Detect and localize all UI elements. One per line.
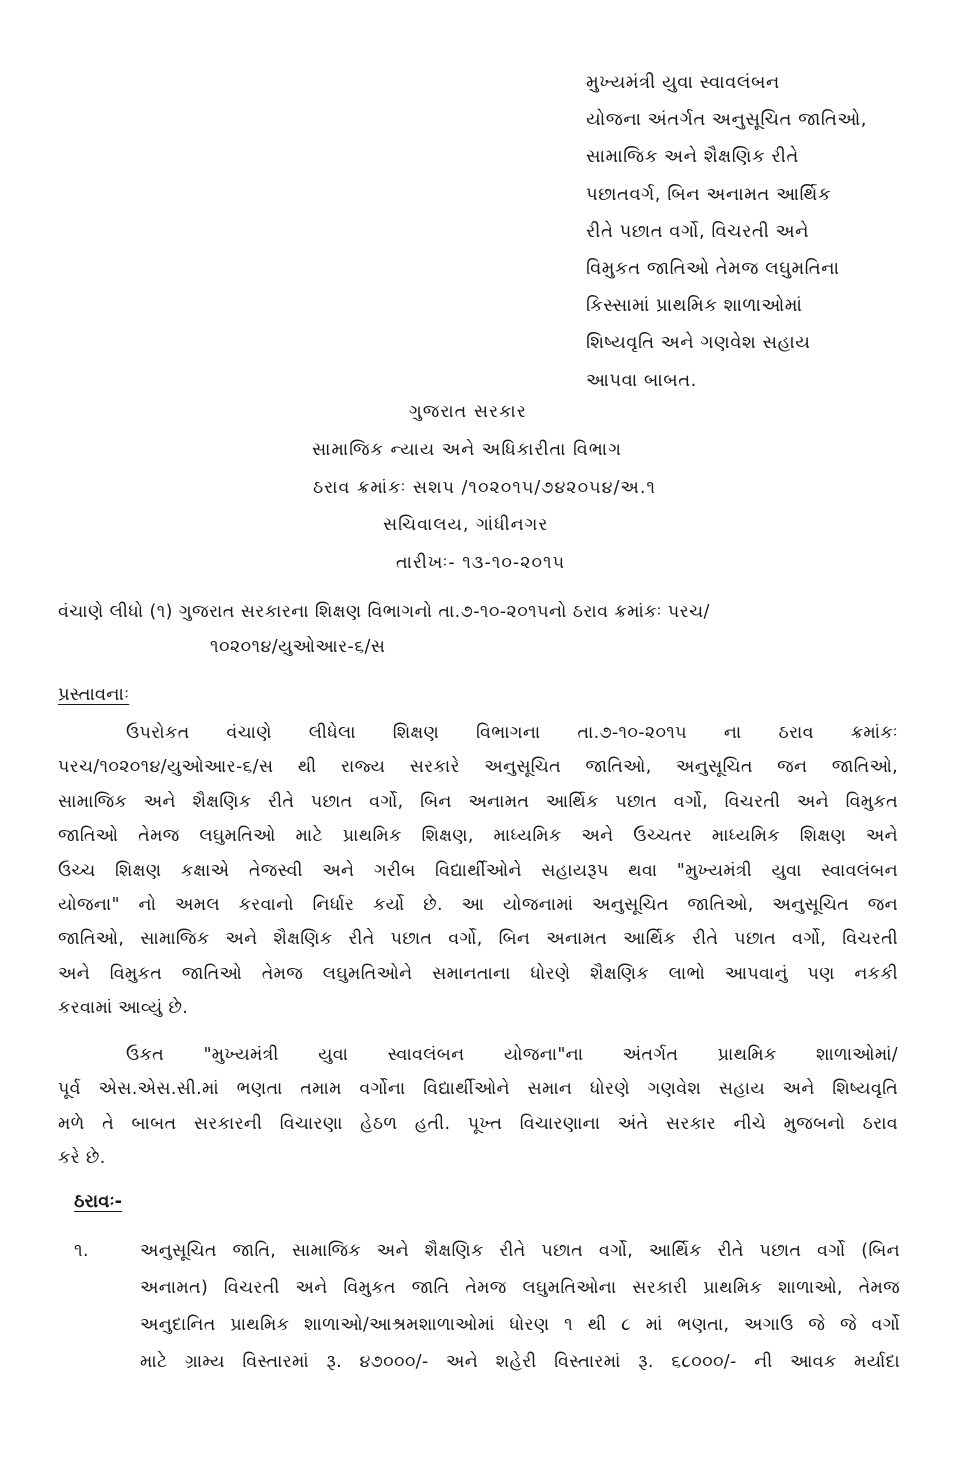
reference-block (58, 595, 938, 665)
resolution-heading: ઠરાવઃ- (74, 1191, 123, 1212)
government-name: ગુજરાત સરકાર (409, 402, 527, 422)
subject-line: આપવા બાબત. (586, 369, 697, 391)
subject-line: કિસ્સામાં પ્રાથમિક શાળાઓમાં (586, 295, 803, 317)
department-name: સામાજિક ન્યાય અને અધિકારીતા વિભાગ (312, 440, 622, 460)
paragraph-line: યોજના" નો અમલ કરવાનો નિર્ધાર કર્યો છે. આ યોજનામાં અનુસૂચિત જાતિઓ, અનુસૂચિત જન (58, 895, 898, 916)
paragraph-line: મળે તે બાબત સરકારની વિચારણા હેઠળ હતી. પૂખ્ત વિચારણાના અંતે સરકાર નીચે મુજબનો ઠરાવ (58, 1113, 898, 1134)
subject-line: વિમુકત જાતિઓ તેમજ લઘુમતિના (586, 258, 840, 280)
subject-line: પછાતવર્ગ, બિન અનામત આર્થિક (586, 183, 832, 205)
paragraph-line: કરે છે. (58, 1148, 106, 1169)
item-line: અનુદાનિત પ્રાથમિક શાળાઓ/આશ્રમશાળાઓમાં ધોરણ ૧ થી ૮ માં ભણતા, અગાઉ જે જે વર્ગો (140, 1315, 900, 1335)
resolution-number: ઠરાવ ક્રમાંકઃ સશપ /૧૦૨૦૧૫/૭૪૨૦૫૪/અ.૧ (313, 478, 656, 498)
paragraph-line: કરવામાં આવ્યું છે. (58, 998, 189, 1019)
paragraph-line: અને વિમુકત જાતિઓ તેમજ લઘુમતિઓને સમાનતાના ધોરણે શૈક્ષણિક લાભો આપવાનું પણ નકકી (58, 963, 898, 984)
paragraph-line: ઉપરોકત વંચાણે લીધેલા શિક્ષણ વિભાગના તા.૭-૧૦-૨૦૧૫ ના ઠરાવ ક્રમાંકઃ (126, 723, 898, 743)
subject-block (586, 64, 926, 399)
paragraph-line: જાતિઓ, સામાજિક અને શૈક્ષણિક રીતે પછાત વર્ગો, બિન અનામત આર્થિક રીતે પછાત વર્ગો, વિચરતી (58, 929, 898, 950)
paragraph-line: ઉકત "મુખ્યમંત્રી યુવા સ્વાવલંબન યોજના"ના અંતર્ગત પ્રાથમિક શાળાઓમાં/ (126, 1045, 898, 1065)
subject-line: સામાજિક અને શૈક્ષણિક રીતે (586, 146, 799, 168)
reference-line: ૧૦૨૦૧૪/યુઓઆર-૬/સ (210, 637, 386, 657)
office-location: સચિવાલય, ગાંધીનગર (383, 515, 549, 535)
subject-line: શિષ્યવૃતિ અને ગણવેશ સહાય (586, 332, 811, 354)
paragraph-line: પરચ/૧૦૨૦૧૪/યુઓઆર-૬/સ થી રાજ્ય સરકારે અનુસૂચિત જાતિઓ, અનુસૂચિત જન જાતિઓ, (58, 757, 898, 778)
preamble-paragraph-1 (58, 716, 898, 1026)
preamble-paragraph-2 (58, 1038, 898, 1176)
item-line: માટે ગ્રામ્ય વિસ્તારમાં રૂ. ૪૭૦૦૦/- અને શહેરી વિસ્તારમાં રૂ. ૬૮૦૦૦/- ની આવક મર્યાદા (140, 1352, 900, 1372)
subject-line: રીતે પછાત વર્ગો, વિચરતી અને (586, 220, 810, 242)
item-line: અનામત) વિચરતી અને વિમુકત જાતિ તેમજ લઘુમતિઓના સરકારી પ્રાથમિક શાળાઓ, તેમજ (140, 1278, 900, 1298)
item-body (140, 1233, 900, 1381)
item-line: અનુસૂચિત જાતિ, સામાજિક અને શૈક્ષણિક રીતે પછાત વર્ગો, આર્થિક રીતે પછાત વર્ગો (બિન (140, 1241, 900, 1261)
resolution-date: તારીખઃ- ૧૩-૧૦-૨૦૧૫ (396, 553, 566, 573)
paragraph-line: ઉચ્ચ શિક્ષણ કક્ષાએ તેજસ્વી અને ગરીબ વિદ્યાર્થીઓને સહાયરૂપ થવા "મુખ્યમંત્રી યુવા સ્વાવલંબન (58, 860, 898, 881)
paragraph-line: સામાજિક અને શૈક્ષણિક રીતે પછાત વર્ગો, બિન અનામત આર્થિક પછાત વર્ગો, વિચરતી અને વિમુકત (58, 791, 898, 812)
paragraph-line: પૂર્વ એસ.એસ.સી.માં ભણતા તમામ વર્ગોના વિદ્યાર્થીઓને સમાન ધોરણે ગણવેશ સહાય અને શિષ્યવૃતિ (58, 1079, 898, 1100)
preamble-heading: પ્રસ્તાવનાઃ (58, 684, 130, 705)
reference-line: વંચાણે લીધો (૧) ગુજરાત સરકારના શિક્ષણ વિભાગનો તા.૭-૧૦-૨૦૧૫નો ઠરાવ ક્રમાંકઃ પરચ/ (58, 602, 710, 622)
subject-line: મુખ્યમંત્રી યુવા સ્વાવલંબન (586, 72, 780, 93)
subject-line: યોજના અંતર્ગત અનુસૂચિત જાતિઓ, (586, 109, 868, 131)
item-number: ૧. (74, 1241, 89, 1261)
paragraph-line: જાતિઓ તેમજ લઘુમતિઓ માટે પ્રાથમિક શિક્ષણ, માધ્યમિક અને ઉચ્ચતર માધ્યમિક શિક્ષણ અને (58, 826, 898, 847)
